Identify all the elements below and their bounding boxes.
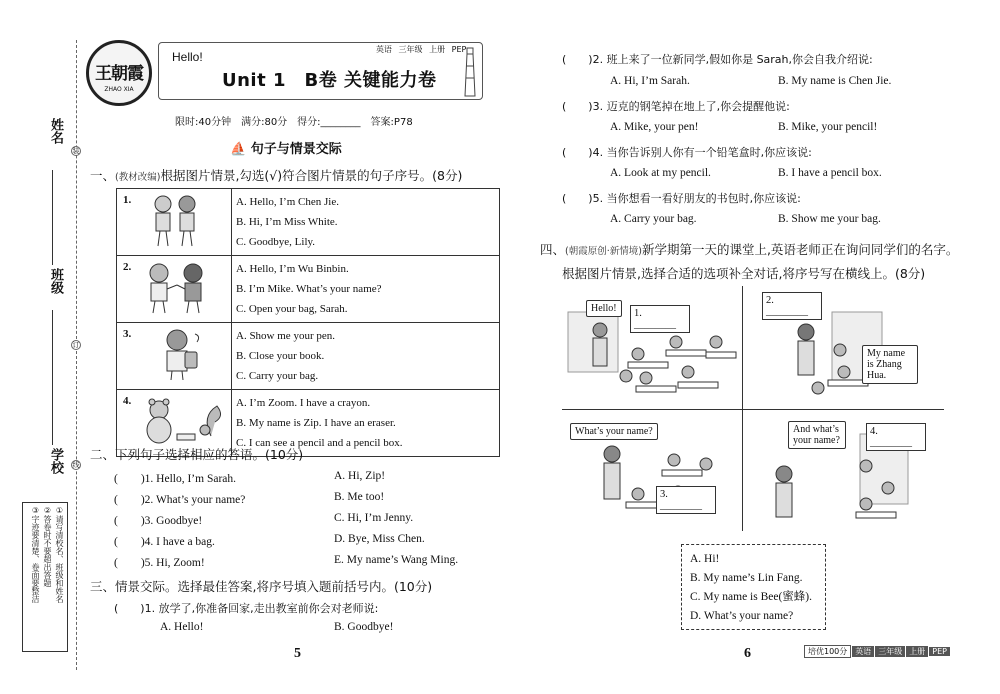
section-title <box>230 138 342 157</box>
option-c[interactable]: C. Open your bag, Sarah. <box>236 303 348 315</box>
q2-heading: 二、下列句子选择相应的答语。(10分) <box>90 447 304 462</box>
q1-picture-1 <box>117 189 232 256</box>
q3-heading: 三、情景交际。选择最佳答案,将序号填入题前括号内。(10分) <box>90 579 433 594</box>
q2-item-2[interactable]: ( )2. What’s your name? <box>114 494 246 506</box>
notice-1: ①请写清校名、班级和姓名 <box>55 506 64 603</box>
option-a[interactable]: A. Hello, I’m Chen Jie. <box>236 196 339 208</box>
page-title: Unit 1 B卷 关键能力卷 <box>222 70 437 91</box>
bubble-hello: Hello! <box>586 300 622 317</box>
blank-3[interactable]: 3. ________ <box>656 486 716 514</box>
notice-box <box>22 502 68 652</box>
q1-picture-3 <box>117 323 232 390</box>
bubble-zhang-hua: My name is Zhang Hua. <box>862 345 918 384</box>
row-number: 4. <box>123 395 132 407</box>
class-field-line <box>52 310 53 445</box>
q3-option-5a: A. Carry your bag. <box>610 213 697 225</box>
logo-subtext: ZHAO XIA <box>104 86 134 93</box>
table-row <box>117 256 500 323</box>
notice-3: ③字迹要清楚、卷面要整洁 <box>31 506 40 603</box>
bubble-and-whats-your-name: And what’s your name? <box>788 421 846 449</box>
hello-label: Hello! <box>172 50 203 64</box>
q2-item-4[interactable]: ( )4. I have a bag. <box>114 536 215 548</box>
q3-option-4a: A. Look at my pencil. <box>610 167 711 179</box>
notice-2: ②答卷时不要超出答题 <box>43 506 52 587</box>
bubble-whats-your-name: What’s your name? <box>570 423 658 440</box>
q3-option-2a: A. Hi, I’m Sarah. <box>610 75 690 87</box>
q3-option-3b: B. Mike, your pencil! <box>778 121 878 133</box>
footer-subject: 英语 <box>852 646 874 657</box>
page-number-left: 5 <box>294 646 301 661</box>
q4-option-c: C. My name is Bee(蜜蜂). <box>690 591 813 603</box>
q1-picture-2 <box>117 256 232 323</box>
option-c[interactable]: C. I can see a pencil and a pencil box. <box>236 437 403 449</box>
sail-icon: ⛵ <box>230 142 247 157</box>
q2-item-5[interactable]: ( )5. Hi, Zoom! <box>114 557 205 569</box>
option-a[interactable]: A. I’m Zoom. I have a crayon. <box>236 397 371 409</box>
q3-option-2b: B. My name is Chen Jie. <box>778 75 892 87</box>
option-b[interactable]: B. My name is Zip. I have an eraser. <box>236 417 396 429</box>
page-number-right: 6 <box>744 646 751 661</box>
q4-options-box <box>681 544 826 630</box>
option-c[interactable]: C. Goodbye, Lily. <box>236 236 316 248</box>
q4-option-a: A. Hi! <box>690 553 720 565</box>
q4-tag: (朝霞原创·新情境) <box>565 246 642 257</box>
binding-mark-2: 订 <box>72 341 80 349</box>
row-number: 3. <box>123 328 132 340</box>
q3-question-1[interactable]: ( )1. 放学了,你准备回家,走出教室前你会对老师说: <box>114 602 379 615</box>
blank-1[interactable]: 1. ________ <box>630 305 690 333</box>
q4-number: 四、 <box>540 242 566 257</box>
q3-option-4b: B. I have a pencil box. <box>778 167 882 179</box>
q2-answer-e: E. My name’s Wang Ming. <box>334 554 459 566</box>
option-b[interactable]: B. Hi, I’m Miss White. <box>236 216 338 228</box>
q1-table <box>116 188 500 457</box>
school-label: 学校 <box>48 448 63 474</box>
option-b[interactable]: B. Close your book. <box>236 350 325 362</box>
publisher-logo <box>86 40 152 106</box>
q2-answer-a: A. Hi, Zip! <box>334 470 386 482</box>
q2-answer-d: D. Bye, Miss Chen. <box>334 533 425 545</box>
q1-options-2 <box>232 256 500 323</box>
footer-tag <box>804 645 951 658</box>
logo-text: 王朝霞 <box>95 64 143 84</box>
section-title-text: 句子与情景交际 <box>250 142 342 157</box>
footer-volume: 上册 <box>906 646 928 657</box>
q2-answer-b: B. Me too! <box>334 491 385 503</box>
q2-item-1[interactable]: ( )1. Hello, I’m Sarah. <box>114 473 236 485</box>
option-a[interactable]: A. Hello, I’m Wu Binbin. <box>236 263 349 275</box>
q1-tag: (教材改编) <box>115 172 161 183</box>
q1-number: 一、 <box>90 168 116 183</box>
q4-text-1: 新学期第一天的课堂上,英语老师正在询问同学们的名字。 <box>641 242 959 257</box>
q1-heading <box>90 166 462 184</box>
q2-item-3[interactable]: ( )3. Goodbye! <box>114 515 203 527</box>
q3-question-5[interactable]: ( )5. 当你想看一看好朋友的书包时,你应该说: <box>562 192 801 205</box>
q3-option-3a: A. Mike, your pen! <box>610 121 699 133</box>
two-girls-picture <box>145 192 205 248</box>
q1-text: 根据图片情景,勾选(√)符合图片情景的句子序号。(8分) <box>160 168 463 183</box>
q3-option-5b: B. Show me your bag. <box>778 213 881 225</box>
row-number: 2. <box>123 261 132 273</box>
table-row <box>117 323 500 390</box>
blank-2[interactable]: 2. ________ <box>762 292 822 320</box>
q3-question-2[interactable]: ( )2. 班上来了一位新同学,假如你是 Sarah,你会自我介绍说: <box>562 53 873 66</box>
q4-option-d: D. What’s your name? <box>690 610 794 622</box>
row-number: 1. <box>123 194 132 206</box>
option-a[interactable]: A. Show me your pen. <box>236 330 335 342</box>
binding-mark-1: 装 <box>72 147 80 155</box>
q4-text-2: 根据图片情景,选择合适的选项补全对话,将序号写在横线上。(8分) <box>562 266 926 281</box>
footer-grade: 三年级 <box>875 646 905 657</box>
binding-mark-3: 线 <box>72 461 80 469</box>
binding-line <box>76 40 77 670</box>
name-field-line <box>52 170 53 265</box>
class-label: 班级 <box>48 268 63 294</box>
option-b[interactable]: B. I’m Mike. What’s your name? <box>236 283 382 295</box>
q4-heading <box>540 240 958 258</box>
q4-option-b: B. My name’s Lin Fang. <box>690 572 803 584</box>
name-label: 姓名 <box>48 118 63 144</box>
two-boys-picture <box>143 259 213 315</box>
footer-edition: PEP <box>929 647 950 656</box>
q3-option-1a: A. Hello! <box>160 621 204 633</box>
q1-options-1 <box>232 189 500 256</box>
boy-with-bag-picture <box>149 326 209 382</box>
blank-4[interactable]: 4. ________ <box>866 423 926 451</box>
table-row <box>117 189 500 256</box>
subject-info: 英语 三年级 上册 PEP <box>376 45 467 54</box>
q3-option-1b: B. Goodbye! <box>334 621 394 633</box>
scene-divider-h <box>562 409 944 410</box>
q3-question-3[interactable]: ( )3. 迈克的钢笔掉在地上了,你会提醒他说: <box>562 100 790 113</box>
option-c[interactable]: C. Carry your bag. <box>236 370 319 382</box>
q1-options-3 <box>232 323 500 390</box>
q3-question-4[interactable]: ( )4. 当你告诉别人你有一个铅笔盒时,你应该说: <box>562 146 812 159</box>
footer-series: 培优100分 <box>804 645 851 658</box>
exam-info: 限时:40分钟 满分:80分 得分:________ 答案:P78 <box>175 117 413 128</box>
q2-answer-c: C. Hi, I’m Jenny. <box>334 512 414 524</box>
lighthouse-icon <box>462 44 478 98</box>
bear-and-squirrel-picture <box>137 396 229 448</box>
